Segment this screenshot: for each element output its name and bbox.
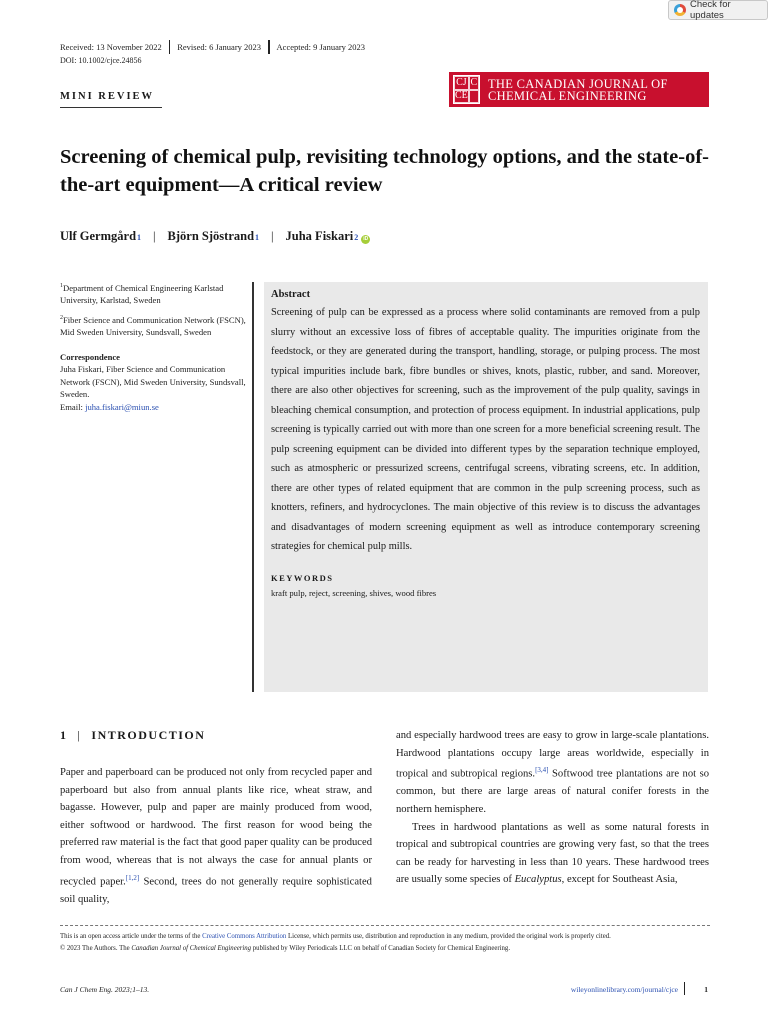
affiliation-sup: 1 <box>60 283 63 289</box>
section-title: INTRODUCTION <box>91 728 206 742</box>
monogram-letter: CE <box>455 90 468 102</box>
journal-name <box>488 78 668 102</box>
author-affiliation-sup[interactable]: 1 <box>137 233 142 242</box>
abstract-box <box>264 282 708 692</box>
date-divider <box>268 40 270 54</box>
revised-date: Revised: 6 January 2023 <box>177 42 262 52</box>
author-list <box>60 229 370 244</box>
footer-divider <box>684 982 686 995</box>
monogram-letter: C <box>470 76 478 88</box>
creative-commons-link[interactable]: Creative Commons Attribution <box>202 933 287 940</box>
article-type: MINI REVIEW <box>60 91 155 102</box>
monogram-letter <box>469 90 479 104</box>
citation: Can J Chem Eng. 2023;1–13. <box>60 985 150 994</box>
crossmark-icon <box>674 4 686 16</box>
correspondence-text: Juha Fiskari, Fiber Science and Communication Network (FSCN), Mid Sweden University, Sundsvall, Sweden. <box>60 364 246 400</box>
paragraph-text: Second, trees do not generally require sophisticated soil quality, <box>60 876 372 905</box>
correspondence-heading: Correspondence <box>60 351 120 362</box>
email-link[interactable]: juha.fiskari@miun.se <box>85 401 159 412</box>
received-date: Received: 13 November 2022 <box>60 42 162 52</box>
article-title: Screening of chemical pulp, revisiting technology options, and the state-of-the-art equipment—A critical review <box>60 146 709 196</box>
section-separator: | <box>77 728 82 742</box>
italic-term: Eucalyptus <box>514 874 562 886</box>
author-name: Ulf Germgård <box>60 229 137 243</box>
date-divider <box>169 40 171 54</box>
author-name: Björn Sjöstrand <box>167 229 255 243</box>
paragraph <box>396 819 709 889</box>
section-number: 1 <box>60 728 68 742</box>
author-affiliation-sup[interactable]: 1 <box>255 233 260 242</box>
paragraph <box>396 727 709 819</box>
body-column-left <box>60 764 372 908</box>
author-separator: | <box>153 229 156 243</box>
accepted-date: Accepted: 9 January 2023 <box>276 42 366 52</box>
journal-url-link[interactable]: wileyonlinelibrary.com/journal/cjce <box>570 985 678 994</box>
doi: DOI: 10.1002/cjce.24856 <box>60 56 142 65</box>
article-dates <box>60 40 365 54</box>
abstract-heading: Abstract <box>271 289 311 300</box>
section-heading <box>60 728 205 743</box>
footnote-divider <box>60 925 710 926</box>
license-line <box>60 931 715 943</box>
paragraph-text: Trees in hardwood plantations as well as some natural forests in tropical and subtropical countries are growing very fast, so that the trees can be ready for harvesting in less than 10 years. These hardwood trees are usually some species of <box>396 821 709 886</box>
paragraph-text: Paper and paperboard can be produced not only from recycled paper and paperboard but also from annual plants like rice, wheat straw, and bagasse. However, pulp and paper are mainly produced from wood, either softwood or hardwood. The first reason for wood being the preferred raw material is the fact that good paper quality can be produced from wood, whereas that is not always the case for annual plants or recycled paper. <box>60 767 372 888</box>
journal-name-line1: THE CANADIAN JOURNAL OF <box>488 76 668 91</box>
page-number: 1 <box>704 985 708 994</box>
copyright-text: © 2023 The Authors. The <box>60 944 132 952</box>
journal-logo <box>449 72 709 107</box>
paragraph <box>60 764 372 908</box>
affiliation-2 <box>60 312 246 339</box>
license-text: This is an open access article under the terms of the <box>60 933 203 940</box>
paragraph-text: Softwood tree plantations are not so common, but there are large areas of natural conifer forests in the northern hemisphere. <box>396 768 709 815</box>
affiliation-text: Department of Chemical Engineering Karlstad University, Karlstad, Sweden <box>60 282 224 306</box>
copyright-line <box>60 943 715 955</box>
journal-name-line2: CHEMICAL ENGINEERING <box>488 88 647 103</box>
citation-link[interactable]: [3,4] <box>535 766 549 775</box>
check-for-updates-button[interactable] <box>668 0 768 20</box>
affiliations <box>60 280 246 418</box>
correspondence <box>60 363 246 413</box>
orcid-icon[interactable]: iD <box>363 236 369 242</box>
article-type-underline <box>60 107 162 108</box>
check-for-updates-label: Check for updates <box>689 0 731 21</box>
affiliation-text: Fiber Science and Communication Network (FSCN), Mid Sweden University, Sundsvall, Sweden <box>60 314 246 338</box>
author-separator: | <box>271 229 274 243</box>
author-affiliation-sup[interactable]: 2 <box>354 233 359 242</box>
paragraph-text: , except for Southeast Asia, <box>561 874 678 886</box>
abstract-text: Screening of pulp can be expressed as a process where solid contaminants are removed from a pulp slurry without an excessive loss of fibres of acceptable quality. The impurities originate from the feedstock, or they are generated during the transport, handling, storage, or pulping process. The most typical impurities include bark, fibre bundles or shives, knots, plastic, rubber, and sand. Moreover, there are also other objectives for screening, such as the improvement of the pulp quality, savings in bleaching chemical consumption, and protection of process equipment. In industrial applications, pulp screening is typically carried out with more than one screen for a more beneficial screening result. The pulp screening equipment can be divided into different types by the separation technique employed, such as atmospheric or pressurized screens, centrifugal screens, vibrating screens, etc. In addition, there are other types of related equipment that are common in the pulp screening process, such as knotters, refiners, and hydrocyclones. The main objective of this review is to discuss the advantages and disadvantages of modern screening equipment as well as introduce contemporary screening strategies for chemical pulp mills. <box>271 307 700 552</box>
monogram-letter: CJ <box>454 76 469 90</box>
license-text: License, which permits use, distribution and reproduction in any medium, provided the original work is properly cited. <box>286 933 611 940</box>
paragraph-text: and especially hardwood trees are easy to grow in large-scale plantations. Hardwood plantations occupy large areas worldwide, especially in tropical and subtropical regions. <box>396 730 709 780</box>
keywords: kraft pulp, reject, screening, shives, wood fibres <box>271 587 437 598</box>
abstract-rule <box>252 282 254 692</box>
keywords-heading: KEYWORDS <box>271 572 334 583</box>
cjce-monogram-icon <box>453 75 480 104</box>
affiliation-1 <box>60 280 246 307</box>
copyright-text: published by Wiley Periodicals LLC on behalf of Canadian Society for Chemical Engineering. <box>251 944 511 952</box>
journal-title-italic: Canadian Journal of Chemical Engineering <box>131 944 252 952</box>
affiliation-sup: 2 <box>60 314 63 321</box>
author-name: Juha Fiskari <box>285 229 354 243</box>
email-label: Email: <box>60 401 86 412</box>
body-column-right <box>396 727 709 889</box>
license-note <box>60 931 715 954</box>
citation-link[interactable]: [1,2] <box>125 873 140 882</box>
